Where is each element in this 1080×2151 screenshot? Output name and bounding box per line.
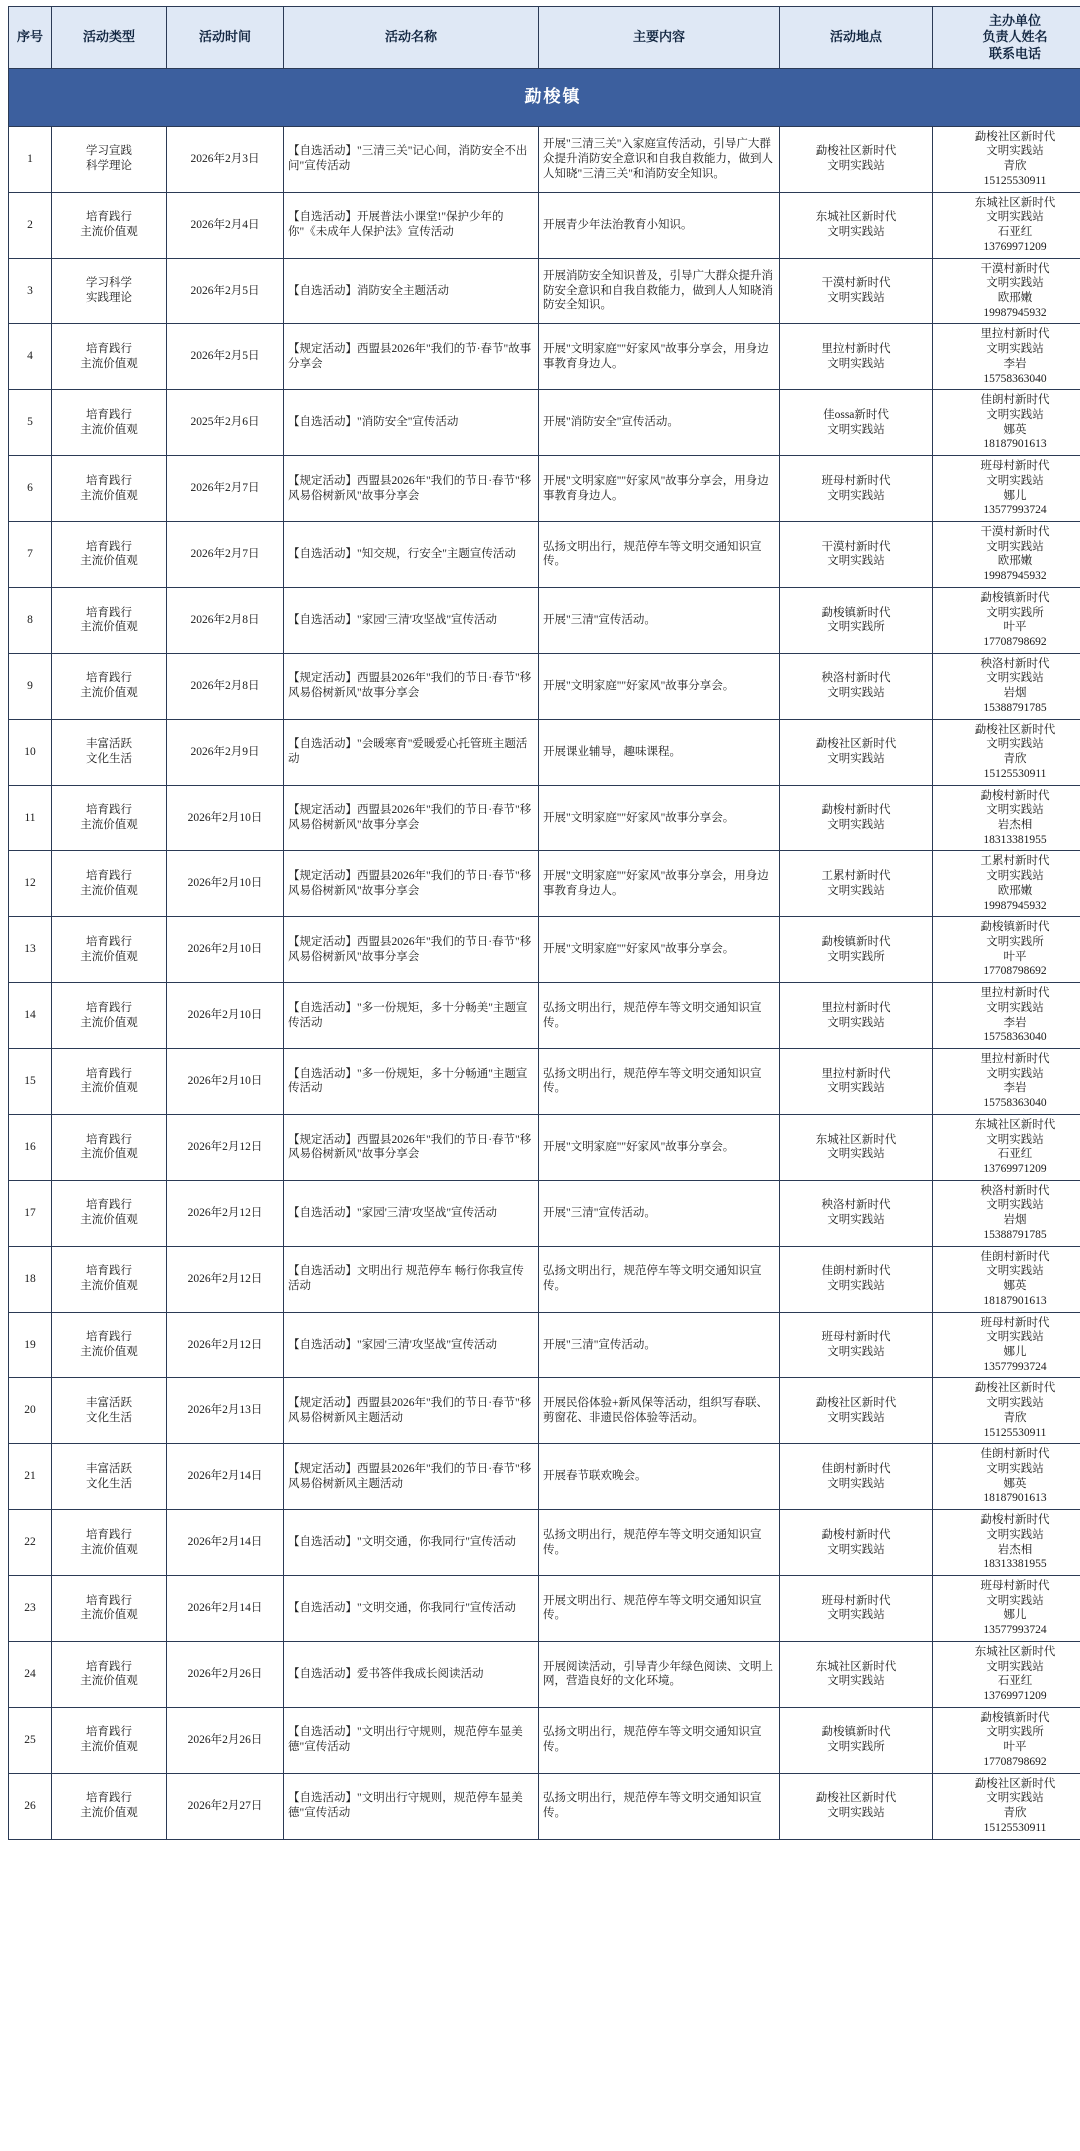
cell-activity-place: 干漠村新时代 文明实践站 (780, 522, 933, 588)
cell-activity-time: 2026年2月13日 (167, 1378, 284, 1444)
cell-activity-time: 2026年2月26日 (167, 1641, 284, 1707)
cell-activity-name: 【自选活动】文明出行 规范停车 畅行你我宣传活动 (284, 1246, 539, 1312)
cell-activity-time: 2026年2月3日 (167, 126, 284, 192)
cell-activity-place: 勐梭社区新时代 文明实践站 (780, 719, 933, 785)
cell-index: 18 (9, 1246, 52, 1312)
cell-activity-time: 2025年2月6日 (167, 390, 284, 456)
cell-activity-time: 2026年2月5日 (167, 324, 284, 390)
cell-activity-name: 【自选活动】"家园'三清'攻坚战"宣传活动 (284, 1312, 539, 1378)
cell-activity-place: 勐梭社区新时代 文明实践站 (780, 126, 933, 192)
cell-activity-place: 勐梭社区新时代 文明实践站 (780, 1773, 933, 1839)
cell-activity-name: 【自选活动】"三清三关"记心间，消防安全不出问"宣传活动 (284, 126, 539, 192)
cell-activity-type: 培育践行 主流价值观 (52, 1707, 167, 1773)
table-row (9, 1510, 1080, 1576)
cell-activity-type: 培育践行 主流价值观 (52, 1246, 167, 1312)
cell-activity-time: 2026年2月10日 (167, 1049, 284, 1115)
table-row (9, 983, 1080, 1049)
cell-index: 8 (9, 587, 52, 653)
cell-activity-content: 弘扬文明出行，规范停车等文明交通知识宣传。 (539, 983, 780, 1049)
cell-activity-name: 【自选活动】消防安全主题活动 (284, 258, 539, 324)
cell-activity-content: 开展春节联欢晚会。 (539, 1444, 780, 1510)
cell-activity-place: 工累村新时代 文明实践站 (780, 851, 933, 917)
cell-organizer: 秧洛村新时代 文明实践站 岩烟 15388791785 (933, 1180, 1080, 1246)
cell-activity-time: 2026年2月27日 (167, 1773, 284, 1839)
cell-organizer: 干漠村新时代 文明实践站 欧邢嫩 19987945932 (933, 522, 1080, 588)
cell-index: 19 (9, 1312, 52, 1378)
cell-activity-content: 开展"文明家庭""好家风"故事分享会。 (539, 917, 780, 983)
cell-activity-place: 勐梭社区新时代 文明实践站 (780, 1378, 933, 1444)
table-row (9, 456, 1080, 522)
cell-activity-place: 勐梭镇新时代 文明实践所 (780, 917, 933, 983)
cell-organizer: 勐梭社区新时代 文明实践站 青欣 15125530911 (933, 1773, 1080, 1839)
cell-activity-name: 【自选活动】"多一份规矩，多十分畅美"主题宣传活动 (284, 983, 539, 1049)
cell-activity-time: 2026年2月10日 (167, 983, 284, 1049)
cell-activity-type: 学习宣践 科学理论 (52, 126, 167, 192)
cell-activity-time: 2026年2月5日 (167, 258, 284, 324)
cell-activity-content: 开展"三清三关"入家庭宣传活动，引导广大群众提升消防安全意识和自我自救能力，做到人人知晓"三清三关"和消防安全知识。 (539, 126, 780, 192)
cell-organizer: 勐梭村新时代 文明实践站 岩杰相 18313381955 (933, 785, 1080, 851)
cell-organizer: 东城社区新时代 文明实践站 石亚红 13769971209 (933, 192, 1080, 258)
cell-index: 22 (9, 1510, 52, 1576)
cell-activity-time: 2026年2月12日 (167, 1114, 284, 1180)
cell-index: 12 (9, 851, 52, 917)
cell-organizer: 里拉村新时代 文明实践站 李岩 15758363040 (933, 1049, 1080, 1115)
table-title-row (9, 68, 1080, 126)
cell-activity-place: 里拉村新时代 文明实践站 (780, 983, 933, 1049)
cell-activity-name: 【规定活动】西盟县2026年"我们的节日·春节"移风易俗树新风"故事分享会 (284, 1114, 539, 1180)
cell-activity-place: 勐梭镇新时代 文明实践所 (780, 1707, 933, 1773)
cell-activity-name: 【自选活动】"家园'三清'攻坚战"宣传活动 (284, 587, 539, 653)
col-header-place: 活动地点 (780, 7, 933, 69)
cell-organizer: 干漠村新时代 文明实践站 欧邢嫩 19987945932 (933, 258, 1080, 324)
table-row (9, 390, 1080, 456)
cell-activity-content: 开展"消防安全"宣传活动。 (539, 390, 780, 456)
cell-index: 17 (9, 1180, 52, 1246)
table-row (9, 1049, 1080, 1115)
cell-organizer: 里拉村新时代 文明实践站 李岩 15758363040 (933, 324, 1080, 390)
cell-activity-name: 【规定活动】西盟县2026年"我们的节日·春节"移风易俗树新风"故事分享会 (284, 917, 539, 983)
cell-activity-content: 开展"文明家庭""好家风"故事分享会。 (539, 653, 780, 719)
cell-activity-content: 开展课业辅导，趣味课程。 (539, 719, 780, 785)
cell-activity-content: 弘扬文明出行，规范停车等文明交通知识宣传。 (539, 1773, 780, 1839)
cell-index: 11 (9, 785, 52, 851)
table-row (9, 1641, 1080, 1707)
cell-activity-time: 2026年2月7日 (167, 456, 284, 522)
cell-activity-type: 培育践行 主流价值观 (52, 390, 167, 456)
cell-organizer: 勐梭社区新时代 文明实践站 青欣 15125530911 (933, 126, 1080, 192)
cell-organizer: 佳朗村新时代 文明实践站 娜英 18187901613 (933, 1246, 1080, 1312)
cell-activity-name: 【规定活动】西盟县2026年"我们的节日·春节"移风易俗树新风"故事分享会 (284, 785, 539, 851)
cell-index: 20 (9, 1378, 52, 1444)
cell-activity-name: 【自选活动】"会暖寒育"爱暖爱心托管班主题活动 (284, 719, 539, 785)
cell-index: 14 (9, 983, 52, 1049)
cell-index: 25 (9, 1707, 52, 1773)
table-row (9, 1246, 1080, 1312)
cell-organizer: 勐梭社区新时代 文明实践站 青欣 15125530911 (933, 1378, 1080, 1444)
cell-activity-type: 培育践行 主流价值观 (52, 587, 167, 653)
table-row (9, 1444, 1080, 1510)
cell-organizer: 佳朗村新时代 文明实践站 娜英 18187901613 (933, 390, 1080, 456)
cell-activity-time: 2026年2月14日 (167, 1576, 284, 1642)
cell-organizer: 里拉村新时代 文明实践站 李岩 15758363040 (933, 983, 1080, 1049)
table-row (9, 1773, 1080, 1839)
cell-activity-type: 丰富活跃 文化生活 (52, 1444, 167, 1510)
table-row (9, 522, 1080, 588)
cell-organizer: 勐梭镇新时代 文明实践所 叶平 17708798692 (933, 1707, 1080, 1773)
cell-activity-name: 【自选活动】"多一份规矩，多十分畅通"主题宣传活动 (284, 1049, 539, 1115)
cell-index: 16 (9, 1114, 52, 1180)
cell-activity-place: 佳ossa新时代 文明实践站 (780, 390, 933, 456)
cell-activity-type: 培育践行 主流价值观 (52, 1641, 167, 1707)
table-row (9, 785, 1080, 851)
cell-organizer: 勐梭村新时代 文明实践站 岩杰相 18313381955 (933, 1510, 1080, 1576)
cell-activity-place: 干漠村新时代 文明实践站 (780, 258, 933, 324)
cell-activity-time: 2026年2月8日 (167, 653, 284, 719)
table-row (9, 324, 1080, 390)
cell-activity-name: 【规定活动】西盟县2026年"我们的节·春节"故事分享会 (284, 324, 539, 390)
cell-activity-type: 培育践行 主流价值观 (52, 522, 167, 588)
table-row (9, 1707, 1080, 1773)
cell-index: 21 (9, 1444, 52, 1510)
cell-activity-content: 开展"三清"宣传活动。 (539, 587, 780, 653)
cell-activity-type: 培育践行 主流价值观 (52, 1312, 167, 1378)
col-header-time: 活动时间 (167, 7, 284, 69)
cell-activity-content: 弘扬文明出行，规范停车等文明交通知识宣传。 (539, 1246, 780, 1312)
cell-activity-place: 秧洛村新时代 文明实践站 (780, 653, 933, 719)
table-row (9, 1114, 1080, 1180)
cell-activity-time: 2026年2月10日 (167, 851, 284, 917)
cell-index: 15 (9, 1049, 52, 1115)
cell-activity-name: 【自选活动】"文明出行守规则，规范停车显美德"宣传活动 (284, 1773, 539, 1839)
cell-activity-content: 开展民俗体验+新风保等活动，组织写春联、剪窗花、非遗民俗体验等活动。 (539, 1378, 780, 1444)
cell-activity-content: 开展青少年法治教育小知识。 (539, 192, 780, 258)
col-header-content: 主要内容 (539, 7, 780, 69)
cell-activity-place: 东城社区新时代 文明实践站 (780, 192, 933, 258)
col-header-organizer: 主办单位 负责人姓名 联系电话 (933, 7, 1080, 69)
cell-activity-content: 弘扬文明出行，规范停车等文明交通知识宣传。 (539, 522, 780, 588)
cell-activity-type: 培育践行 主流价值观 (52, 1576, 167, 1642)
cell-activity-name: 【规定活动】西盟县2026年"我们的节日·春节"移风易俗树新风主题活动 (284, 1378, 539, 1444)
col-header-index: 序号 (9, 7, 52, 69)
cell-organizer: 勐梭镇新时代 文明实践所 叶平 17708798692 (933, 917, 1080, 983)
cell-activity-content: 弘扬文明出行，规范停车等文明交通知识宣传。 (539, 1707, 780, 1773)
table-row (9, 126, 1080, 192)
cell-activity-time: 2026年2月14日 (167, 1510, 284, 1576)
cell-activity-type: 培育践行 主流价值观 (52, 456, 167, 522)
cell-activity-content: 开展消防安全知识普及，引导广大群众提升消防安全意识和自我自救能力，做到人人知晓消防安全知识。 (539, 258, 780, 324)
activity-schedule-table (8, 6, 1080, 1840)
cell-organizer: 佳朗村新时代 文明实践站 娜英 18187901613 (933, 1444, 1080, 1510)
cell-activity-place: 班母村新时代 文明实践站 (780, 1312, 933, 1378)
cell-organizer: 工累村新时代 文明实践站 欧邢嫩 19987945932 (933, 851, 1080, 917)
cell-activity-type: 培育践行 主流价值观 (52, 653, 167, 719)
table-row (9, 653, 1080, 719)
cell-activity-place: 东城社区新时代 文明实践站 (780, 1641, 933, 1707)
table-row (9, 1180, 1080, 1246)
cell-activity-type: 培育践行 主流价值观 (52, 192, 167, 258)
cell-activity-name: 【规定活动】西盟县2026年"我们的节日·春节"移风易俗树新风主题活动 (284, 1444, 539, 1510)
cell-activity-type: 培育践行 主流价值观 (52, 1773, 167, 1839)
cell-organizer: 班母村新时代 文明实践站 娜儿 13577993724 (933, 1312, 1080, 1378)
cell-activity-place: 班母村新时代 文明实践站 (780, 1576, 933, 1642)
cell-activity-name: 【规定活动】西盟县2026年"我们的节日·春节"移风易俗树新风"故事分享会 (284, 456, 539, 522)
cell-index: 3 (9, 258, 52, 324)
cell-index: 24 (9, 1641, 52, 1707)
document-title: 勐梭镇 (9, 68, 1080, 126)
cell-activity-place: 佳朗村新时代 文明实践站 (780, 1444, 933, 1510)
table-row (9, 258, 1080, 324)
cell-activity-type: 培育践行 主流价值观 (52, 1114, 167, 1180)
cell-activity-type: 丰富活跃 文化生活 (52, 1378, 167, 1444)
cell-activity-type: 培育践行 主流价值观 (52, 1180, 167, 1246)
table-title-section (9, 68, 1080, 126)
cell-organizer: 勐梭社区新时代 文明实践站 青欣 15125530911 (933, 719, 1080, 785)
cell-activity-name: 【规定活动】西盟县2026年"我们的节日·春节"移风易俗树新风"故事分享会 (284, 851, 539, 917)
cell-activity-type: 培育践行 主流价值观 (52, 1510, 167, 1576)
cell-organizer: 勐梭镇新时代 文明实践所 叶平 17708798692 (933, 587, 1080, 653)
table-row (9, 917, 1080, 983)
cell-activity-name: 【自选活动】"文明交通，你我同行"宣传活动 (284, 1510, 539, 1576)
cell-activity-place: 里拉村新时代 文明实践站 (780, 324, 933, 390)
cell-activity-place: 佳朗村新时代 文明实践站 (780, 1246, 933, 1312)
cell-activity-place: 秧洛村新时代 文明实践站 (780, 1180, 933, 1246)
cell-activity-name: 【自选活动】开展普法小课堂!"保护少年的你"《未成年人保护法》宣传活动 (284, 192, 539, 258)
cell-activity-place: 班母村新时代 文明实践站 (780, 456, 933, 522)
cell-activity-content: 开展"文明家庭""好家风"故事分享会。 (539, 785, 780, 851)
cell-activity-name: 【规定活动】西盟县2026年"我们的节日·春节"移风易俗树新风"故事分享会 (284, 653, 539, 719)
cell-activity-time: 2026年2月8日 (167, 587, 284, 653)
cell-index: 26 (9, 1773, 52, 1839)
cell-activity-time: 2026年2月10日 (167, 785, 284, 851)
table-row (9, 587, 1080, 653)
cell-index: 5 (9, 390, 52, 456)
cell-index: 2 (9, 192, 52, 258)
table-row (9, 719, 1080, 785)
cell-index: 23 (9, 1576, 52, 1642)
cell-organizer: 秧洛村新时代 文明实践站 岩烟 15388791785 (933, 653, 1080, 719)
cell-activity-type: 培育践行 主流价值观 (52, 324, 167, 390)
cell-activity-type: 培育践行 主流价值观 (52, 1049, 167, 1115)
cell-index: 4 (9, 324, 52, 390)
cell-activity-name: 【自选活动】"消防安全"宣传活动 (284, 390, 539, 456)
cell-activity-content: 开展"三清"宣传活动。 (539, 1312, 780, 1378)
cell-index: 9 (9, 653, 52, 719)
cell-activity-place: 里拉村新时代 文明实践站 (780, 1049, 933, 1115)
cell-activity-content: 开展"文明家庭""好家风"故事分享会，用身边事教育身边人。 (539, 456, 780, 522)
cell-index: 6 (9, 456, 52, 522)
table-row (9, 1312, 1080, 1378)
cell-activity-type: 培育践行 主流价值观 (52, 983, 167, 1049)
cell-activity-type: 学习科学 实践理论 (52, 258, 167, 324)
cell-activity-time: 2026年2月12日 (167, 1312, 284, 1378)
cell-activity-content: 弘扬文明出行，规范停车等文明交通知识宣传。 (539, 1510, 780, 1576)
table-header-row (9, 7, 1080, 69)
cell-index: 10 (9, 719, 52, 785)
table-body (9, 126, 1080, 1839)
cell-activity-content: 开展"文明家庭""好家风"故事分享会，用身边事教育身边人。 (539, 324, 780, 390)
cell-activity-type: 培育践行 主流价值观 (52, 785, 167, 851)
table-row (9, 851, 1080, 917)
cell-index: 13 (9, 917, 52, 983)
cell-activity-content: 弘扬文明出行，规范停车等文明交通知识宣传。 (539, 1049, 780, 1115)
cell-organizer: 班母村新时代 文明实践站 娜儿 13577993724 (933, 456, 1080, 522)
cell-activity-name: 【自选活动】"家园'三清'攻坚战"宣传活动 (284, 1180, 539, 1246)
cell-activity-type: 丰富活跃 文化生活 (52, 719, 167, 785)
table-header (9, 7, 1080, 69)
cell-organizer: 东城社区新时代 文明实践站 石亚红 13769971209 (933, 1641, 1080, 1707)
cell-activity-time: 2026年2月9日 (167, 719, 284, 785)
cell-activity-content: 开展阅读活动，引导青少年绿色阅读、文明上网，营造良好的文化环境。 (539, 1641, 780, 1707)
cell-activity-time: 2026年2月4日 (167, 192, 284, 258)
table-row (9, 1576, 1080, 1642)
cell-activity-content: 开展"三清"宣传活动。 (539, 1180, 780, 1246)
cell-activity-name: 【自选活动】"文明交通，你我同行"宣传活动 (284, 1576, 539, 1642)
cell-activity-type: 培育践行 主流价值观 (52, 851, 167, 917)
cell-activity-content: 开展"文明家庭""好家风"故事分享会，用身边事教育身边人。 (539, 851, 780, 917)
cell-activity-time: 2026年2月10日 (167, 917, 284, 983)
table-row (9, 192, 1080, 258)
col-header-name: 活动名称 (284, 7, 539, 69)
col-header-type: 活动类型 (52, 7, 167, 69)
cell-activity-name: 【自选活动】爱书答伴我成长阅读活动 (284, 1641, 539, 1707)
cell-organizer: 班母村新时代 文明实践站 娜儿 13577993724 (933, 1576, 1080, 1642)
table-row (9, 1378, 1080, 1444)
cell-activity-time: 2026年2月7日 (167, 522, 284, 588)
cell-activity-time: 2026年2月26日 (167, 1707, 284, 1773)
cell-activity-content: 开展"文明家庭""好家风"故事分享会。 (539, 1114, 780, 1180)
cell-index: 7 (9, 522, 52, 588)
cell-activity-time: 2026年2月12日 (167, 1246, 284, 1312)
cell-activity-content: 开展文明出行、规范停车等文明交通知识宣传。 (539, 1576, 780, 1642)
cell-activity-type: 培育践行 主流价值观 (52, 917, 167, 983)
cell-activity-time: 2026年2月12日 (167, 1180, 284, 1246)
cell-activity-place: 勐梭村新时代 文明实践站 (780, 785, 933, 851)
cell-activity-place: 勐梭村新时代 文明实践站 (780, 1510, 933, 1576)
cell-activity-place: 东城社区新时代 文明实践站 (780, 1114, 933, 1180)
cell-activity-name: 【自选活动】"知交规，行安全"主题宣传活动 (284, 522, 539, 588)
cell-activity-time: 2026年2月14日 (167, 1444, 284, 1510)
cell-index: 1 (9, 126, 52, 192)
cell-organizer: 东城社区新时代 文明实践站 石亚红 13769971209 (933, 1114, 1080, 1180)
cell-activity-place: 勐梭镇新时代 文明实践所 (780, 587, 933, 653)
cell-activity-name: 【自选活动】"文明出行守规则，规范停车显美德"宣传活动 (284, 1707, 539, 1773)
